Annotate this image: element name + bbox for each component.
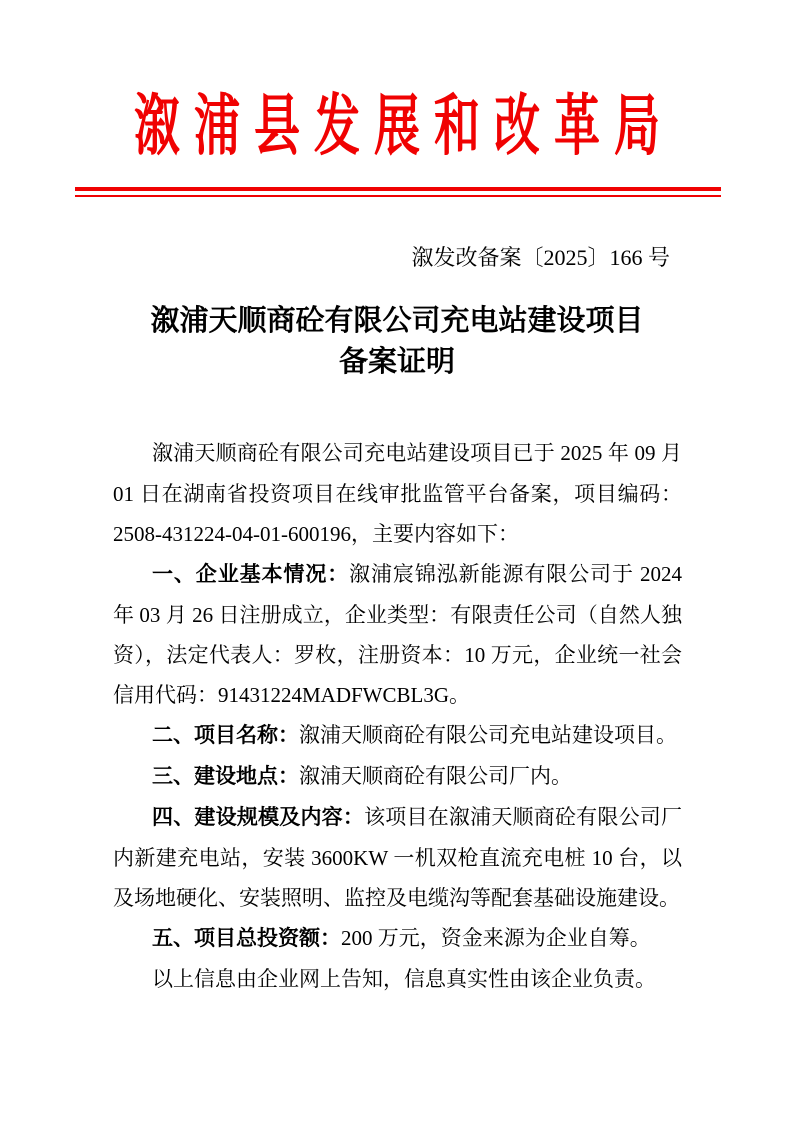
- letterhead-divider: [75, 187, 721, 197]
- section-label: 四、建设规模及内容：: [152, 806, 365, 829]
- paragraph-text: 溆浦天顺商砼有限公司充电站建设项目。: [299, 723, 677, 747]
- document-number: 溆发改备案〔2025〕166 号: [411, 245, 670, 270]
- paragraph-scale-content: [113, 797, 682, 918]
- document-title-line1: 溆浦天顺商砼有限公司充电站建设项目: [150, 305, 644, 337]
- agency-letterhead: 溆浦县发展和改革局: [134, 87, 674, 164]
- document-title-line2: 备案证明: [338, 346, 455, 378]
- paragraph-company-info: [113, 554, 682, 715]
- paragraph-investment: [113, 918, 682, 959]
- paragraph-text: 200 万元，资金来源为企业自筹。: [341, 926, 651, 950]
- paragraph-disclaimer: [113, 959, 682, 1000]
- section-label: 一、企业基本情况：: [152, 563, 350, 586]
- paragraph-text: 溆浦天顺商砼有限公司充电站建设项目已于 2025 年 09 月 01 日在湖南省投资项目在线审批监管平台备案，项目编码：2508-431224-04-01-600196，主要内容如下：: [113, 441, 682, 546]
- paragraph-intro: [113, 433, 682, 554]
- paragraph-text: 溆浦天顺商砼有限公司厂内。: [299, 764, 572, 788]
- section-label: 三、建设地点：: [152, 765, 299, 788]
- paragraph-text: 以上信息由企业网上告知，信息真实性由该企业负责。: [152, 967, 656, 991]
- paragraph-project-name: [113, 715, 682, 756]
- document-title: [0, 301, 794, 383]
- section-label: 五、项目总投资额：: [152, 927, 341, 950]
- section-label: 二、项目名称：: [152, 724, 299, 747]
- paragraph-text: 该项目在溆浦天顺商砼有限公司厂内新建充电站，安装 3600KW 一机双枪直流充电桩 10 台，以及场地硬化、安装照明、监控及电缆沟等配套基础设施建设。: [113, 805, 683, 910]
- paragraph-text: 溆浦宸锦泓新能源有限公司于 2024 年 03 月 26 日注册成立，企业类型：有限责任公司（自然人独资），法定代表人：罗枚，注册资本：10 万元，企业统一社会信用代码：91431224MADFWCBL3G。: [113, 562, 683, 707]
- document-body: [113, 433, 682, 1000]
- paragraph-location: [113, 756, 682, 797]
